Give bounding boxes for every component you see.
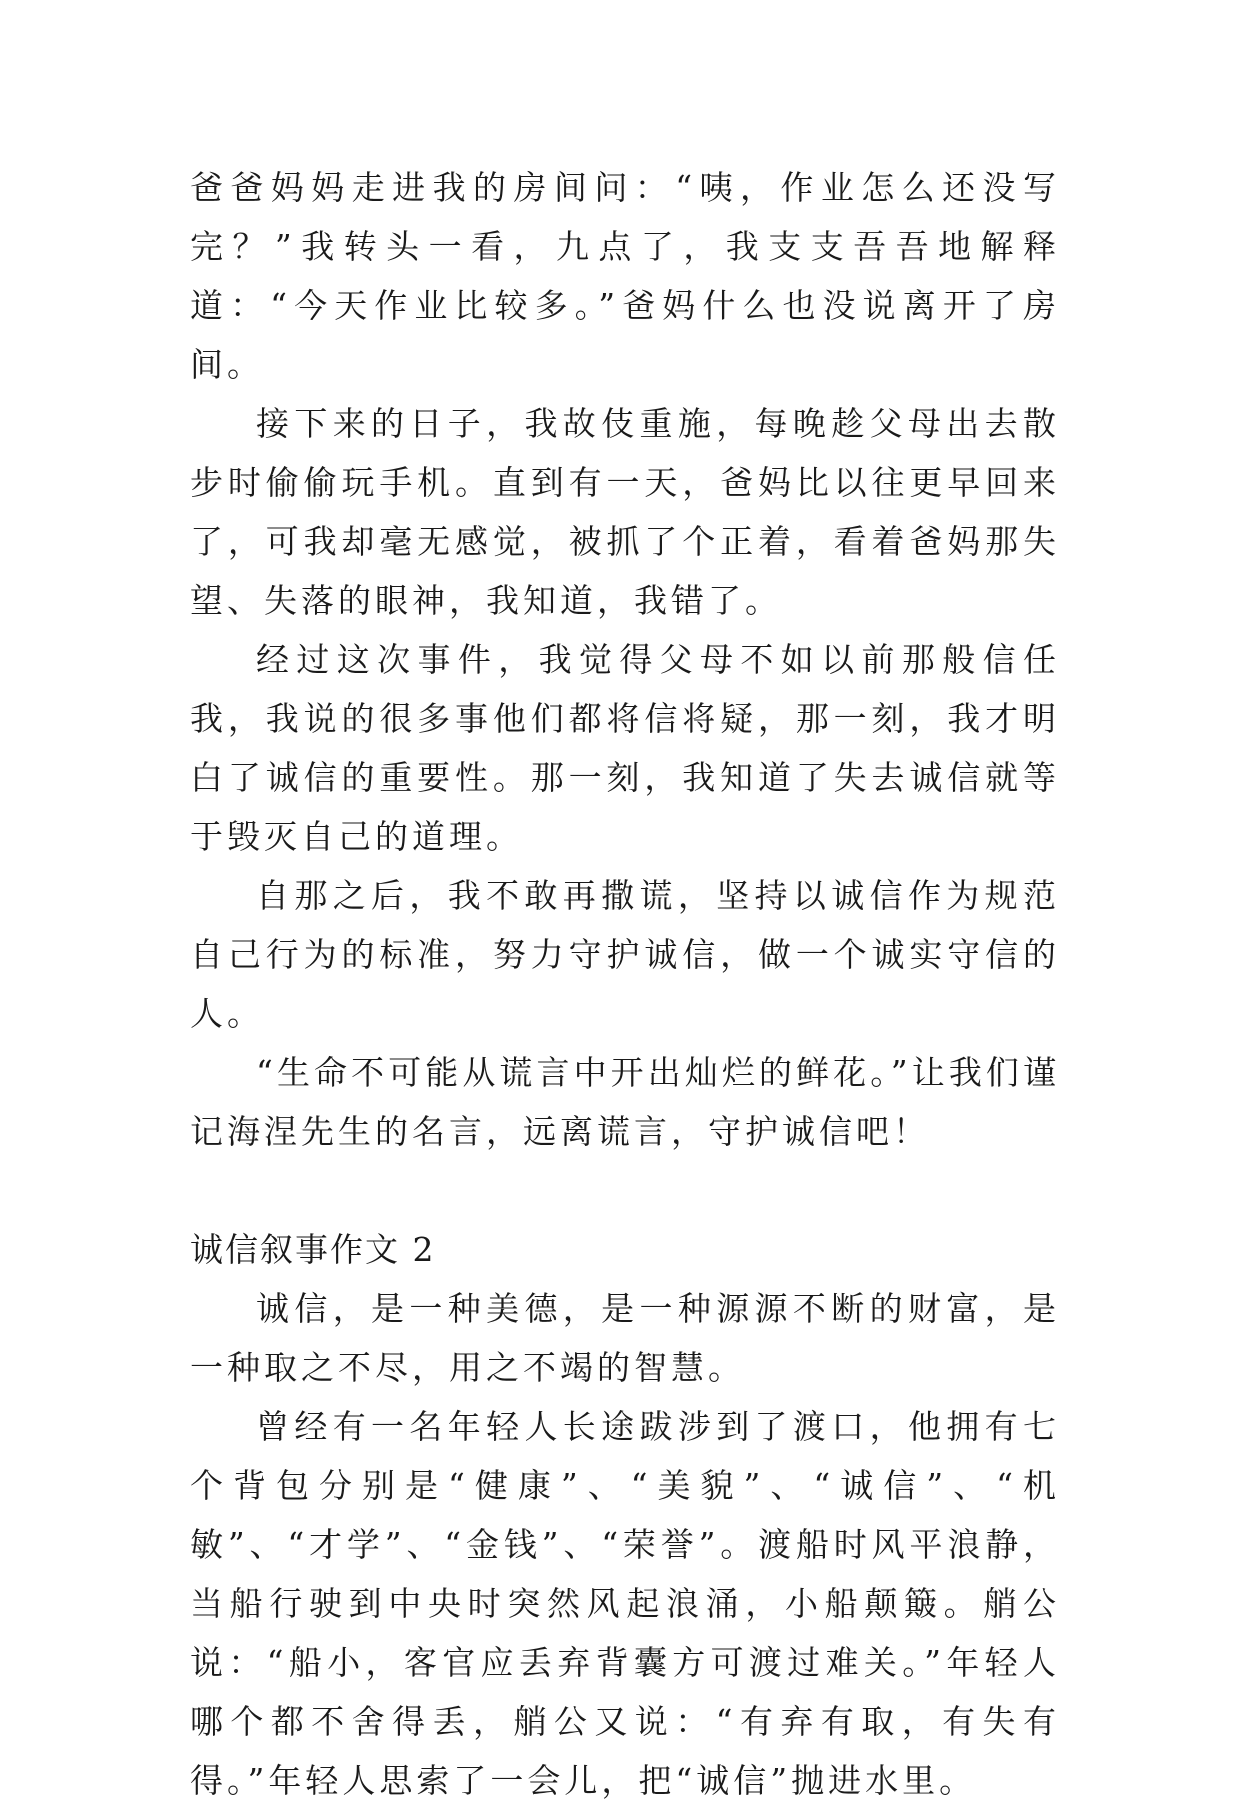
paragraph: 经过这次事件，我觉得父母不如以前那般信任我，我说的很多事他们都将信将疑，那一刻，我才明白了诚信的重要性。那一刻，我知道了失去诚信就等于毁灭自己的道理。 [190, 640, 1060, 856]
paragraph: “生命不可能从谎言中开出灿烂的鲜花。”让我们谨记海涅先生的名言，远离谎言，守护诚信吧！ [190, 1053, 1060, 1151]
section-spacer [190, 1161, 1060, 1220]
section-title: 诚信叙事作文 2 [190, 1230, 436, 1269]
paragraph: 自那之后，我不敢再撒谎，坚持以诚信作为规范自己行为的标准，努力守护诚信，做一个诚实守信的人。 [190, 876, 1060, 1033]
paragraph: 爸爸妈妈走进我的房间问：“咦，作业怎么还没写完？”我转头一看，九点了，我支支吾吾地解释道：“今天作业比较多。”爸妈什么也没说离开了房间。 [190, 168, 1060, 384]
paragraph: 诚信，是一种美德，是一种源源不断的财富，是一种取之不尽，用之不竭的智慧。 [190, 1289, 1060, 1387]
paragraph: 曾经有一名年轻人长途跋涉到了渡口，他拥有七个背包分别是“健康”、“美貌”、“诚信”、“机敏”、“才学”、“金钱”、“荣誉”。渡船时风平浪静，当船行驶到中央时突然风起浪涌，小船颠簸。艄公说：“船小，客官应丢弃背囊方可渡过难关。”年轻人哪个都不舍得丢，艄公又说：“有弃有取，有失有得。”年轻人思索了一会儿，把“诚信”抛进水里。 [190, 1407, 1060, 1800]
document-page [190, 158, 1060, 1810]
paragraph: 接下来的日子，我故伎重施，每晚趁父母出去散步时偷偷玩手机。直到有一天，爸妈比以往更早回来了，可我却毫无感觉，被抓了个正着，看着爸妈那失望、失落的眼神，我知道，我错了。 [190, 404, 1060, 620]
